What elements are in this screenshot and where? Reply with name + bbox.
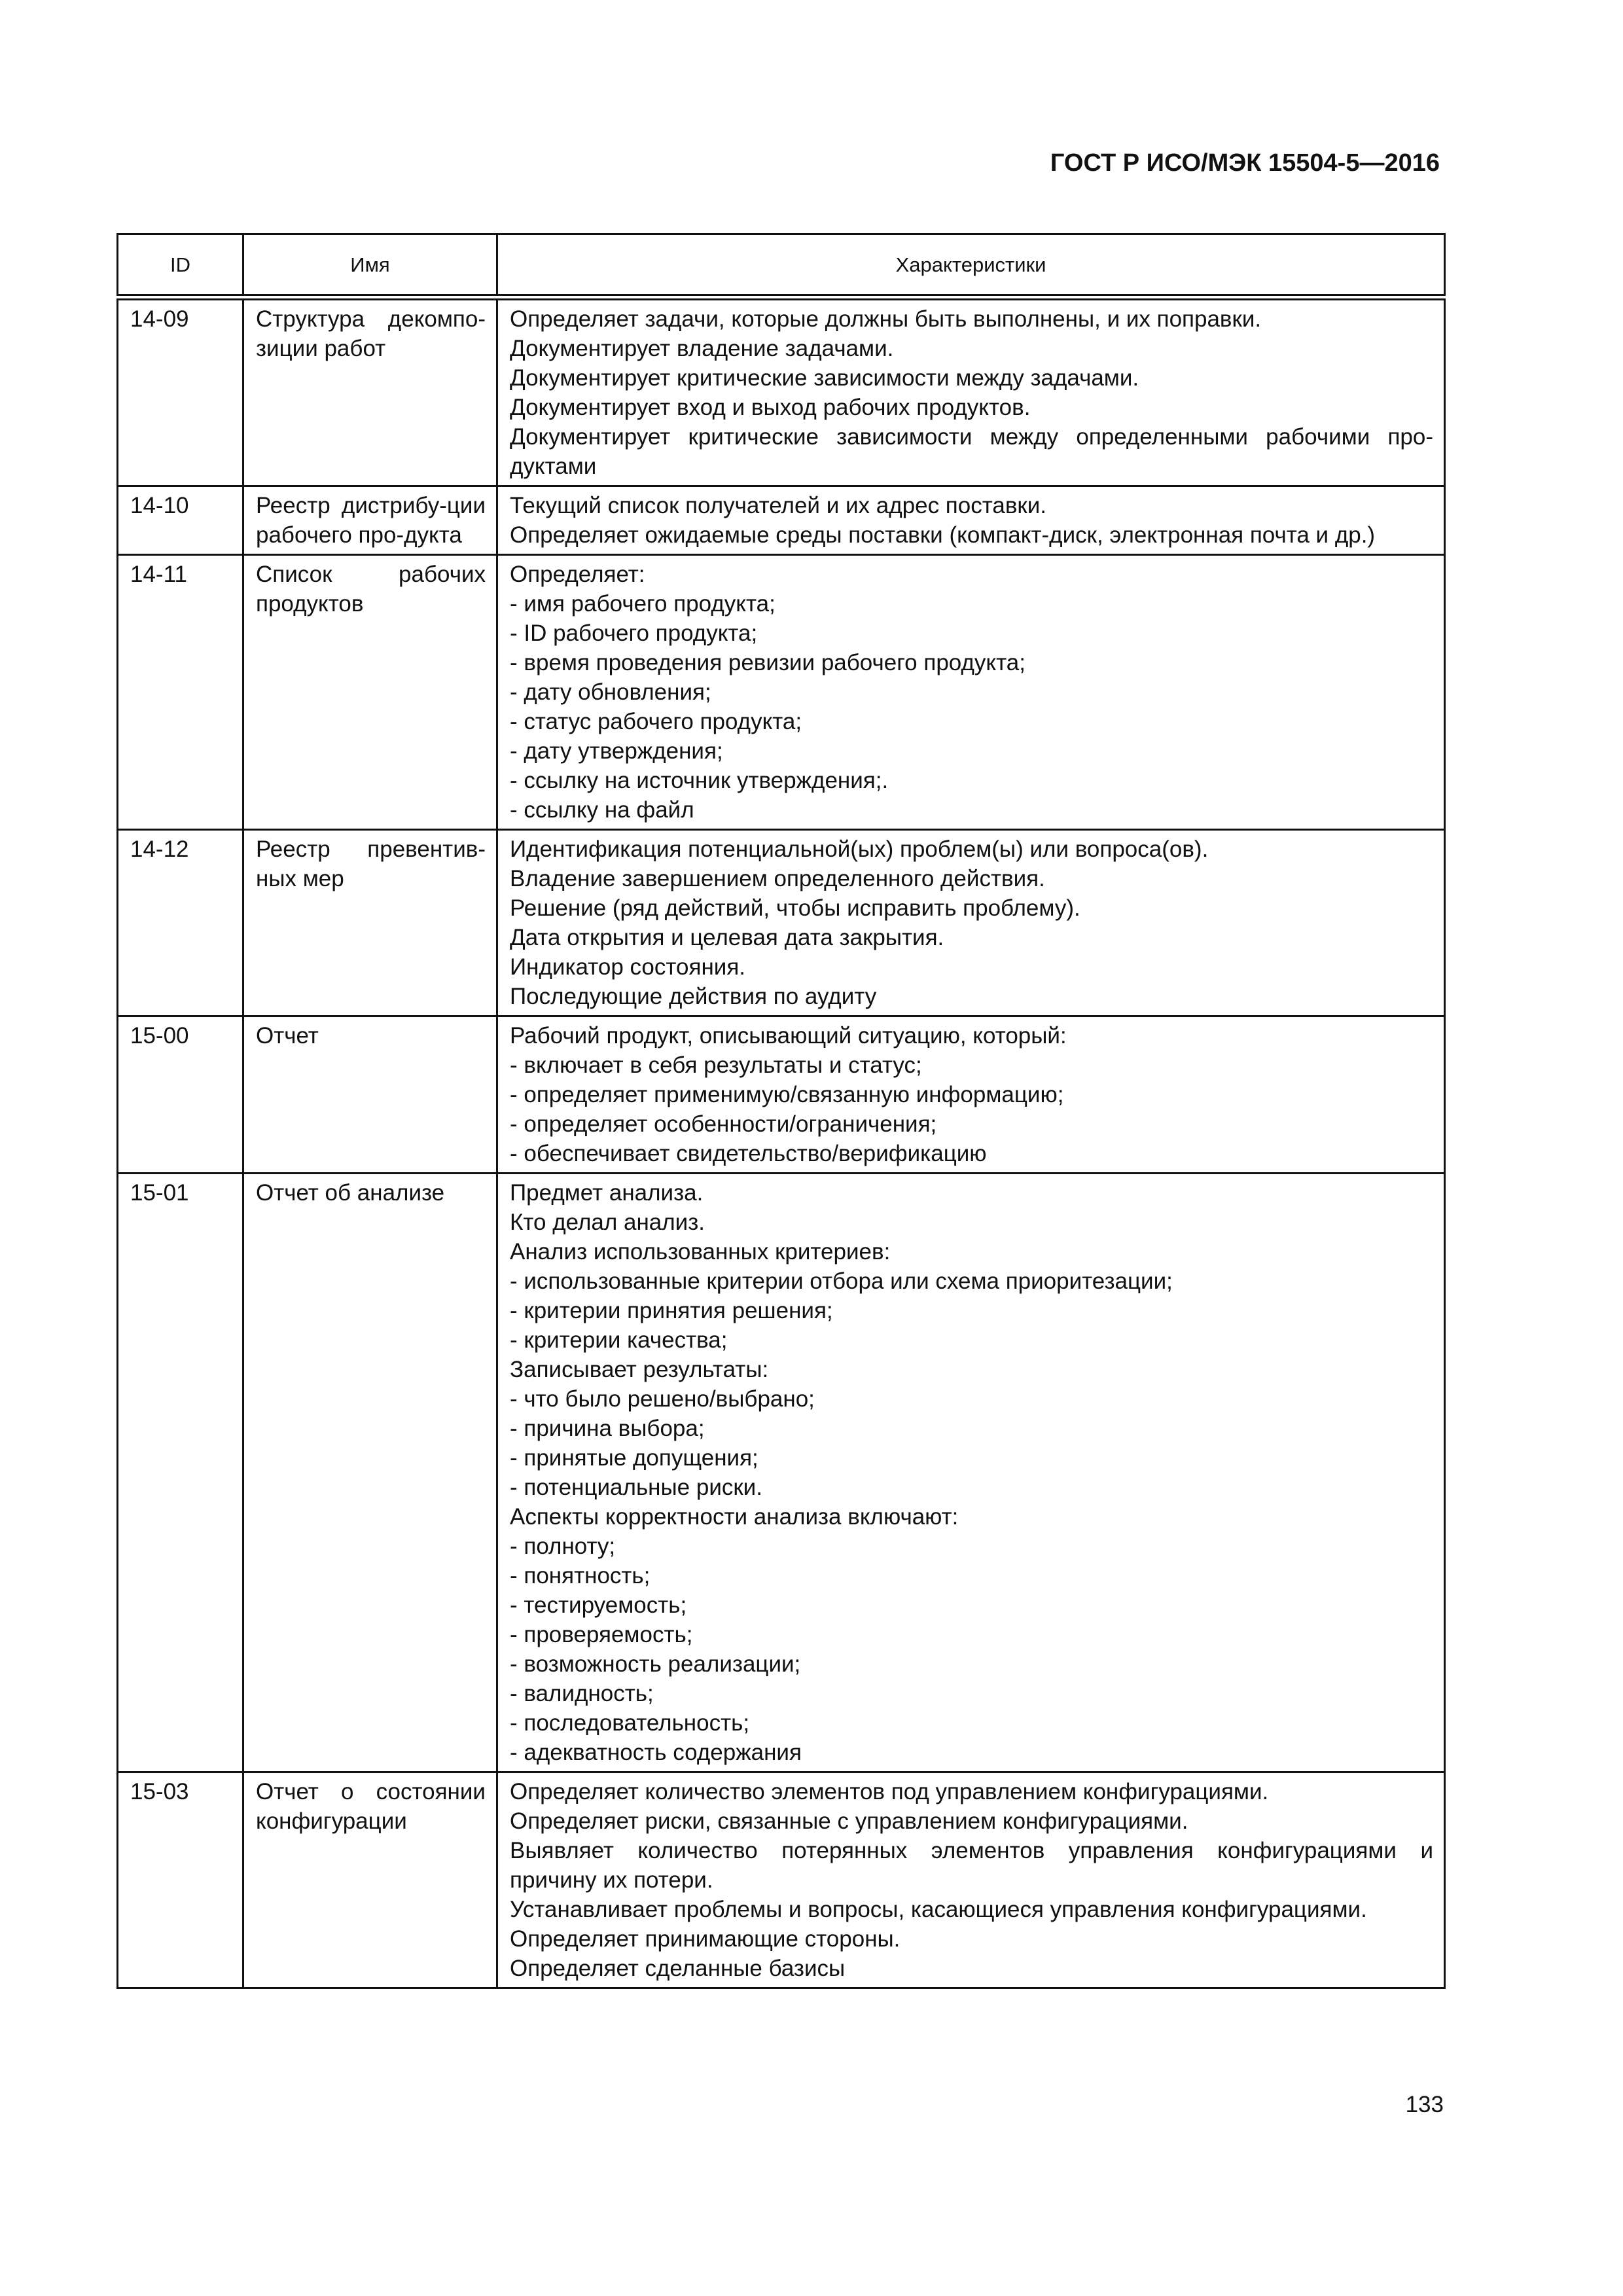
characteristic-line: - использованные критерии отбора или схема приоритезации;	[510, 1268, 1173, 1294]
characteristic-line: - ссылку на файл	[510, 797, 694, 823]
characteristic-line: Аспекты корректности анализа включают:	[510, 1504, 959, 1530]
row-name-cell: Отчет об анализе	[243, 1174, 497, 1772]
characteristic-line: - возможность реализации;	[510, 1651, 801, 1677]
table-row	[118, 555, 1445, 830]
characteristic-line: Кто делал анализ.	[510, 1210, 705, 1235]
characteristic-line: - адекватность содержания	[510, 1740, 802, 1765]
row-characteristics-cell	[497, 1174, 1445, 1772]
characteristic-line: Владение завершением определенного действия.	[510, 866, 1045, 891]
table-row	[118, 830, 1445, 1016]
column-header-characteristics: Характеристики	[497, 234, 1445, 298]
row-characteristics-cell	[497, 1016, 1445, 1174]
characteristic-line: - критерии качества;	[510, 1327, 728, 1353]
characteristic-line: - проверяемость;	[510, 1622, 693, 1647]
characteristic-line: - имя рабочего продукта;	[510, 591, 776, 617]
characteristic-line: - ID рабочего продукта;	[510, 620, 758, 646]
product-characteristics-table	[116, 233, 1446, 1989]
table-row	[118, 1016, 1445, 1174]
standard-designation: ГОСТ Р ИСО/МЭК 15504-5—2016	[1050, 149, 1440, 177]
row-id-cell: 14-12	[118, 830, 243, 1016]
row-name-cell: Структура декомпо-зиции работ	[243, 297, 497, 486]
characteristic-line: - полноту;	[510, 1534, 616, 1559]
row-name-cell: Реестр превентив-ных мер	[243, 830, 497, 1016]
characteristic-line: Документирует критические зависимости между задачами.	[510, 365, 1139, 391]
row-characteristics-cell	[497, 830, 1445, 1016]
row-name-cell: Список рабочих продуктов	[243, 555, 497, 830]
row-characteristics-cell	[497, 297, 1445, 486]
characteristic-line: Документирует вход и выход рабочих продуктов.	[510, 395, 1031, 420]
characteristic-line: Анализ использованных критериев:	[510, 1239, 891, 1265]
characteristic-line: - причина выбора;	[510, 1416, 705, 1441]
characteristic-line: - определяет особенности/ограничения;	[510, 1111, 937, 1137]
characteristic-line: - потенциальные риски.	[510, 1475, 762, 1500]
characteristic-line: Устанавливает проблемы и вопросы, касающиеся управления конфигурациями.	[510, 1897, 1367, 1922]
table-header-row	[118, 234, 1445, 298]
row-name-cell: Реестр дистрибу-ции рабочего про-дукта	[243, 486, 497, 555]
characteristic-line: Определяет количество элементов под управлением конфигурациями.	[510, 1779, 1269, 1804]
row-characteristics-cell	[497, 555, 1445, 830]
characteristic-line: - определяет применимую/связанную информацию;	[510, 1082, 1064, 1107]
characteristic-line: Последующие действия по аудиту	[510, 984, 877, 1009]
characteristic-line: Документирует критические зависимости между определенными рабочими про-	[510, 424, 1433, 450]
characteristic-line: - ссылку на источник утверждения;.	[510, 768, 889, 793]
characteristic-line: Определяет ожидаемые среды поставки (компакт-диск, электронная почта и др.)	[510, 522, 1376, 548]
table-row	[118, 1174, 1445, 1772]
table-row	[118, 297, 1445, 486]
characteristic-line: - принятые допущения;	[510, 1445, 758, 1471]
row-id-cell: 15-00	[118, 1016, 243, 1174]
characteristic-line: - валидность;	[510, 1681, 654, 1706]
table-row	[118, 1772, 1445, 1988]
characteristic-line: Идентификация потенциальной(ых) проблем(ы) или вопроса(ов).	[510, 836, 1209, 862]
row-id-cell: 14-11	[118, 555, 243, 830]
characteristic-line: Определяет:	[510, 562, 645, 587]
characteristic-line: Определяет задачи, которые должны быть выполнены, и их поправки.	[510, 306, 1262, 332]
characteristic-line: - что было решено/выбрано;	[510, 1386, 815, 1412]
characteristic-line: Рабочий продукт, описывающий ситуацию, который:	[510, 1023, 1067, 1049]
characteristic-line: - дату утверждения;	[510, 738, 723, 764]
characteristic-line: Определяет риски, связанные с управлением конфигурациями.	[510, 1808, 1188, 1834]
characteristic-line: причину их потери.	[510, 1867, 713, 1893]
characteristic-line: Дата открытия и целевая дата закрытия.	[510, 925, 944, 950]
table-row	[118, 486, 1445, 555]
row-name-cell: Отчет о состоянии конфигурации	[243, 1772, 497, 1988]
row-name-cell: Отчет	[243, 1016, 497, 1174]
characteristic-line: - время проведения ревизии рабочего продукта;	[510, 650, 1026, 675]
row-id-cell: 14-09	[118, 297, 243, 486]
characteristic-line: Предмет анализа.	[510, 1180, 704, 1206]
characteristic-line: - тестируемость;	[510, 1592, 687, 1618]
characteristic-line: - последовательность;	[510, 1710, 750, 1736]
characteristic-line: Выявляет количество потерянных элементов управления конфигурациями и	[510, 1838, 1433, 1863]
page-number: 133	[1405, 2092, 1444, 2117]
column-header-id: ID	[118, 234, 243, 298]
characteristic-line: Решение (ряд действий, чтобы исправить проблему).	[510, 895, 1080, 921]
characteristic-line: - статус рабочего продукта;	[510, 709, 802, 734]
characteristic-line: Определяет сделанные базисы	[510, 1956, 846, 1981]
row-id-cell: 15-03	[118, 1772, 243, 1988]
characteristic-line: Документирует владение задачами.	[510, 336, 894, 361]
row-id-cell: 14-10	[118, 486, 243, 555]
column-header-name: Имя	[243, 234, 497, 298]
characteristic-line: Текущий список получателей и их адрес поставки.	[510, 493, 1047, 518]
characteristic-line: дуктами	[510, 454, 597, 479]
row-characteristics-cell	[497, 1772, 1445, 1988]
characteristic-line: - понятность;	[510, 1563, 651, 1588]
characteristic-line: - критерии принятия решения;	[510, 1298, 833, 1323]
characteristic-line: Индикатор состояния.	[510, 954, 745, 980]
characteristic-line: - включает в себя результаты и статус;	[510, 1052, 922, 1078]
row-id-cell: 15-01	[118, 1174, 243, 1772]
row-characteristics-cell	[497, 486, 1445, 555]
characteristic-line: - дату обновления;	[510, 679, 711, 705]
characteristic-line: - обеспечивает свидетельство/верификацию	[510, 1141, 987, 1166]
characteristic-line: Определяет принимающие стороны.	[510, 1926, 901, 1952]
characteristic-line: Записывает результаты:	[510, 1357, 769, 1382]
